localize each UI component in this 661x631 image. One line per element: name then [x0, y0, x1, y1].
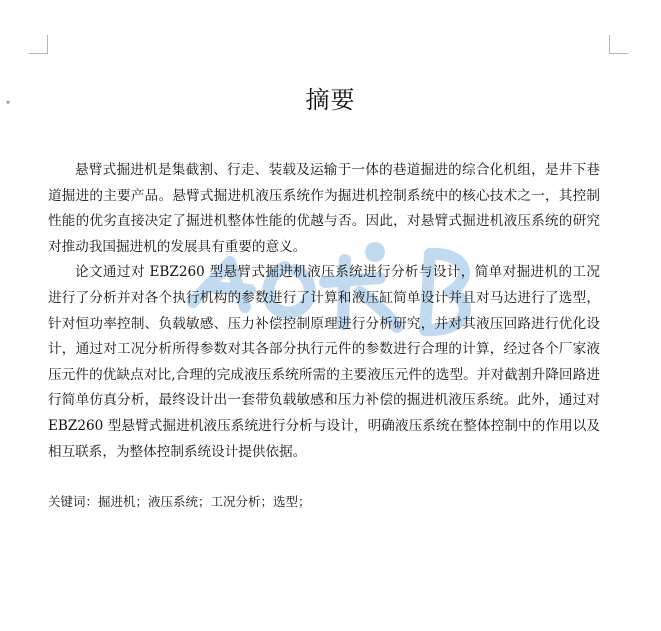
abstract-paragraph-1: 悬臂式掘进机是集截割、行走、装载及运输于一体的巷道掘进的综合化机组，是井下巷道掘进的主要产品。悬臂式掘进机液压系统作为掘进机控制系统中的核心技术之一，其控制性能的优劣直接决定了掘进机整体性能的优越与否。因此，对悬臂式掘进机液压系统的研究对推动我国掘进机的发展具有重要的意义。 — [48, 162, 600, 255]
crop-mark-top-left — [29, 35, 48, 54]
abstract-paragraph-2: 论文通过对 EBZ260 型悬臂式掘进机液压系统进行分析与设计，简单对掘进机的工况进行了分析并对各个执行机构的参数进行了计算和液压缸简单设计并且对马达进行了选型，针对恒功率控制、负载敏感、压力补偿控制原理进行分析研究，并对其液压回路进行优化设计，通过对工况分析所得参数对其各部分执行元件的参数进行合理的计算，经过各个厂家液压元件的优缺点对比,合理的完成液压系统所需的主要液压元件的选型。并对截割升降回路进行简单仿真分析，最终设计出一套带负载敏感和压力补偿的掘进机液压系统。此外，通过对 EBZ260 型悬臂式掘进机液压系统进行分析与设计，明确液压系统在整体控制中的作用以及相互联系，为整体控制系统设计提供依据。 — [48, 264, 600, 460]
abstract-body — [48, 158, 600, 465]
collapse-arrow-icon[interactable]: ▾ — [6, 98, 11, 107]
keywords-line: 关键词：掘进机；液压系统；工况分析；选型； — [48, 494, 311, 509]
abstract-title: 摘要 — [305, 86, 356, 114]
crop-mark-top-right — [609, 35, 628, 54]
